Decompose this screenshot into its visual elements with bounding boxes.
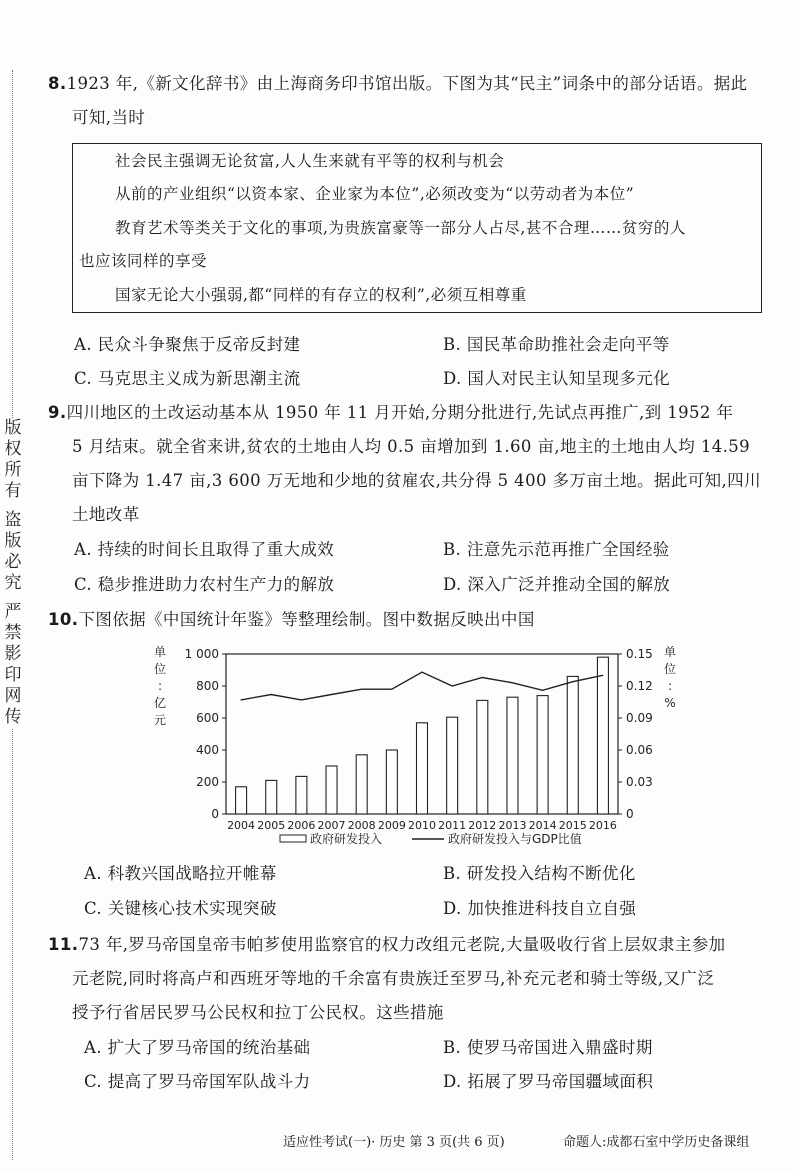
x-tick-label: 2005	[257, 819, 286, 832]
ratio-point-2015	[572, 681, 573, 682]
q8-option-d[interactable]: D. 国人对民主认知呈现多元化	[443, 369, 671, 388]
x-tick-label: 2014	[528, 819, 557, 832]
bar-2004	[236, 787, 247, 814]
q10-stem: 10.下图依据《中国统计年鉴》等整理绘制。图中数据反映出中国	[48, 610, 535, 629]
right-tick-label: 0.03	[626, 775, 653, 789]
q9-option-d[interactable]: D. 深入广泛并推动全国的解放	[443, 575, 671, 594]
side-char: 传	[4, 707, 22, 727]
left-tick-label: 400	[196, 743, 219, 757]
q11-number: 11.	[48, 935, 79, 954]
q9-stem-line-2: 5 月结束。就全省来讲,贫农的土地由人均 0.5 亩增加到 1.60 亩,地主的土地由人均 14.59	[72, 437, 751, 456]
q11-stem-line-1: 11.73 年,罗马帝国皇帝韦帕芗使用监察官的权力改组元老院,大量吸收行省上层奴隶主参加	[48, 935, 726, 954]
q9-option-c[interactable]: C. 稳步推进助力农村生产力的解放	[74, 575, 335, 594]
legend-bar-swatch	[280, 835, 306, 842]
side-char: 盗	[4, 510, 22, 530]
side-char: 权	[4, 439, 22, 459]
q8-stem-line-1: 8.1923 年,《新文化辞书》由上海商务印书馆出版。下图为其“民主”词条中的部分话语。据此	[48, 74, 748, 93]
bar-2007	[326, 766, 337, 814]
bar-2015	[567, 676, 578, 814]
ratio-point-2011	[452, 685, 453, 686]
x-tick-label: 2015	[558, 819, 587, 832]
side-char: 版	[4, 418, 22, 438]
left-axis-label-char: 亿	[153, 696, 167, 710]
right-axis-label-char: :	[667, 679, 673, 693]
q11-option-b[interactable]: B. 使罗马帝国进入鼎盛时期	[443, 1038, 653, 1057]
ratio-point-2010	[421, 672, 422, 673]
ratio-point-2004	[240, 699, 241, 700]
q8-quote-box	[72, 143, 762, 313]
page-footer-author: 命题人:成都石室中学历史备课组	[563, 1135, 750, 1150]
quote-line: 也应该同样的享受	[79, 252, 208, 270]
x-tick-label: 2007	[317, 819, 346, 832]
ratio-point-2009	[391, 689, 392, 690]
q9-option-a[interactable]: A. 持续的时间长且取得了重大成效	[74, 540, 335, 559]
copyright-side-notice	[2, 418, 24, 728]
bar-2008	[356, 755, 367, 814]
bar-2005	[266, 780, 277, 814]
ratio-point-2006	[301, 699, 302, 700]
x-tick-label: 2010	[408, 819, 436, 832]
side-char: 究	[4, 573, 22, 593]
right-tick-label: 0.06	[626, 743, 653, 757]
right-tick-label: 0	[626, 807, 634, 821]
ratio-point-2013	[512, 682, 513, 683]
q8-option-c[interactable]: C. 马克思主义成为新思潮主流	[74, 369, 301, 388]
q8-option-b[interactable]: B. 国民革命助推社会走向平等	[443, 335, 670, 354]
q9-number: 9.	[48, 403, 67, 422]
q11-stem-line-3: 授予行省居民罗马公民权和拉丁公民权。这些措施	[72, 1003, 444, 1022]
right-tick-label: 0.15	[626, 647, 653, 661]
x-tick-label: 2008	[347, 819, 376, 832]
right-tick-label: 0.12	[626, 679, 653, 693]
bar-2009	[386, 750, 397, 814]
left-tick-label: 800	[196, 679, 219, 693]
q8-number: 8.	[48, 74, 67, 93]
side-char: 版	[4, 531, 22, 551]
bar-2012	[477, 700, 488, 814]
side-char: 必	[4, 552, 22, 572]
q9-stem-line-3: 亩下降为 1.47 亩,3 600 万无地和少地的贫雇农,共分得 5 400 多万亩土地。据此可知,四川	[72, 471, 761, 490]
x-tick-label: 2006	[287, 819, 316, 832]
legend-line-label: 政府研发投入与GDP比值	[448, 832, 582, 846]
q9-option-b[interactable]: B. 注意先示范再推广全国经验	[443, 540, 670, 559]
quote-line: 社会民主强调无论贫富,人人生来就有平等的权利与机会	[115, 152, 505, 170]
q9-stem-line-1: 9.四川地区的土改运动基本从 1950 年 11 月开始,分期分批进行,先试点再推广,到 1952 年	[48, 403, 734, 422]
left-tick-label: 600	[196, 711, 219, 725]
q8-stem-line-2: 可知,当时	[72, 108, 146, 127]
left-axis-label-char: :	[157, 679, 163, 693]
q11-option-c[interactable]: C. 提高了罗马帝国军队战斗力	[84, 1072, 311, 1091]
ratio-point-2016	[602, 675, 603, 676]
bar-2016	[597, 657, 608, 814]
q10-option-c[interactable]: C. 关键核心技术实现突破	[84, 899, 277, 918]
q9-stem-line-4: 土地改革	[72, 505, 140, 524]
bar-2014	[537, 696, 548, 814]
left-tick-label: 0	[211, 807, 219, 821]
bar-2011	[447, 717, 458, 814]
ratio-point-2014	[542, 690, 543, 691]
quote-line: 教育艺术等类关于文化的事项,为贵族富豪等一部分人占尽,甚不合理……贫穷的人	[115, 219, 686, 237]
q11-stem-line-2: 元老院,同时将高卢和西班牙等地的千余富有贵族迁至罗马,补充元老和骑士等级,又广泛	[72, 969, 715, 988]
page-footer-info: 适应性考试(一)· 历史 第 3 页(共 6 页)	[283, 1135, 505, 1150]
right-tick-label: 0.09	[626, 711, 653, 725]
q11-option-d[interactable]: D. 拓展了罗马帝国疆域面积	[443, 1072, 654, 1091]
x-tick-label: 2004	[227, 819, 256, 832]
legend-bar-label: 政府研发投入	[310, 832, 383, 846]
ratio-point-2008	[361, 689, 362, 690]
left-tick-label: 200	[196, 775, 219, 789]
bar-2006	[296, 776, 307, 814]
left-axis-label-char: 元	[153, 713, 167, 727]
ratio-point-2007	[331, 694, 332, 695]
side-char: 印	[4, 665, 22, 685]
bar-2010	[417, 723, 428, 814]
q11-option-a[interactable]: A. 扩大了罗马帝国的统治基础	[84, 1038, 311, 1057]
x-tick-label: 2009	[377, 819, 406, 832]
rd-investment-chart	[150, 640, 690, 852]
q10-option-a[interactable]: A. 科教兴国战略拉开帷幕	[84, 864, 277, 883]
left-axis-label-char: 单	[153, 645, 167, 659]
bar-2013	[507, 697, 518, 814]
quote-line: 从前的产业组织“以资本家、企业家为本位”,必须改变为“以劳动者为本位”	[115, 185, 635, 203]
x-tick-label: 2012	[468, 819, 497, 832]
right-axis-label-char: 位	[663, 662, 677, 676]
ratio-point-2005	[271, 694, 272, 695]
side-char: 禁	[4, 623, 22, 643]
left-axis-label-char: 位	[153, 662, 167, 676]
side-char: 网	[4, 686, 22, 706]
x-tick-label: 2016	[588, 819, 617, 832]
side-char: 所	[4, 460, 22, 480]
right-axis-label-char: %	[664, 696, 676, 710]
right-axis-label-char: 单	[663, 645, 677, 659]
left-tick-label: 1 000	[184, 647, 219, 661]
q8-option-a[interactable]: A. 民众斗争聚焦于反帝反封建	[74, 335, 301, 354]
q10-number: 10.	[48, 610, 79, 629]
side-char: 有	[4, 481, 22, 501]
ratio-point-2012	[482, 677, 483, 678]
quote-line: 国家无论大小强弱,都“同样的有存立的权利”,必须互相尊重	[115, 286, 527, 304]
x-tick-label: 2011	[438, 819, 467, 832]
q10-option-b[interactable]: B. 研发投入结构不断优化	[443, 864, 636, 883]
side-char: 影	[4, 644, 22, 664]
q10-option-d[interactable]: D. 加快推进科技自立自强	[443, 899, 637, 918]
x-tick-label: 2013	[498, 819, 527, 832]
side-char: 严	[4, 602, 22, 622]
